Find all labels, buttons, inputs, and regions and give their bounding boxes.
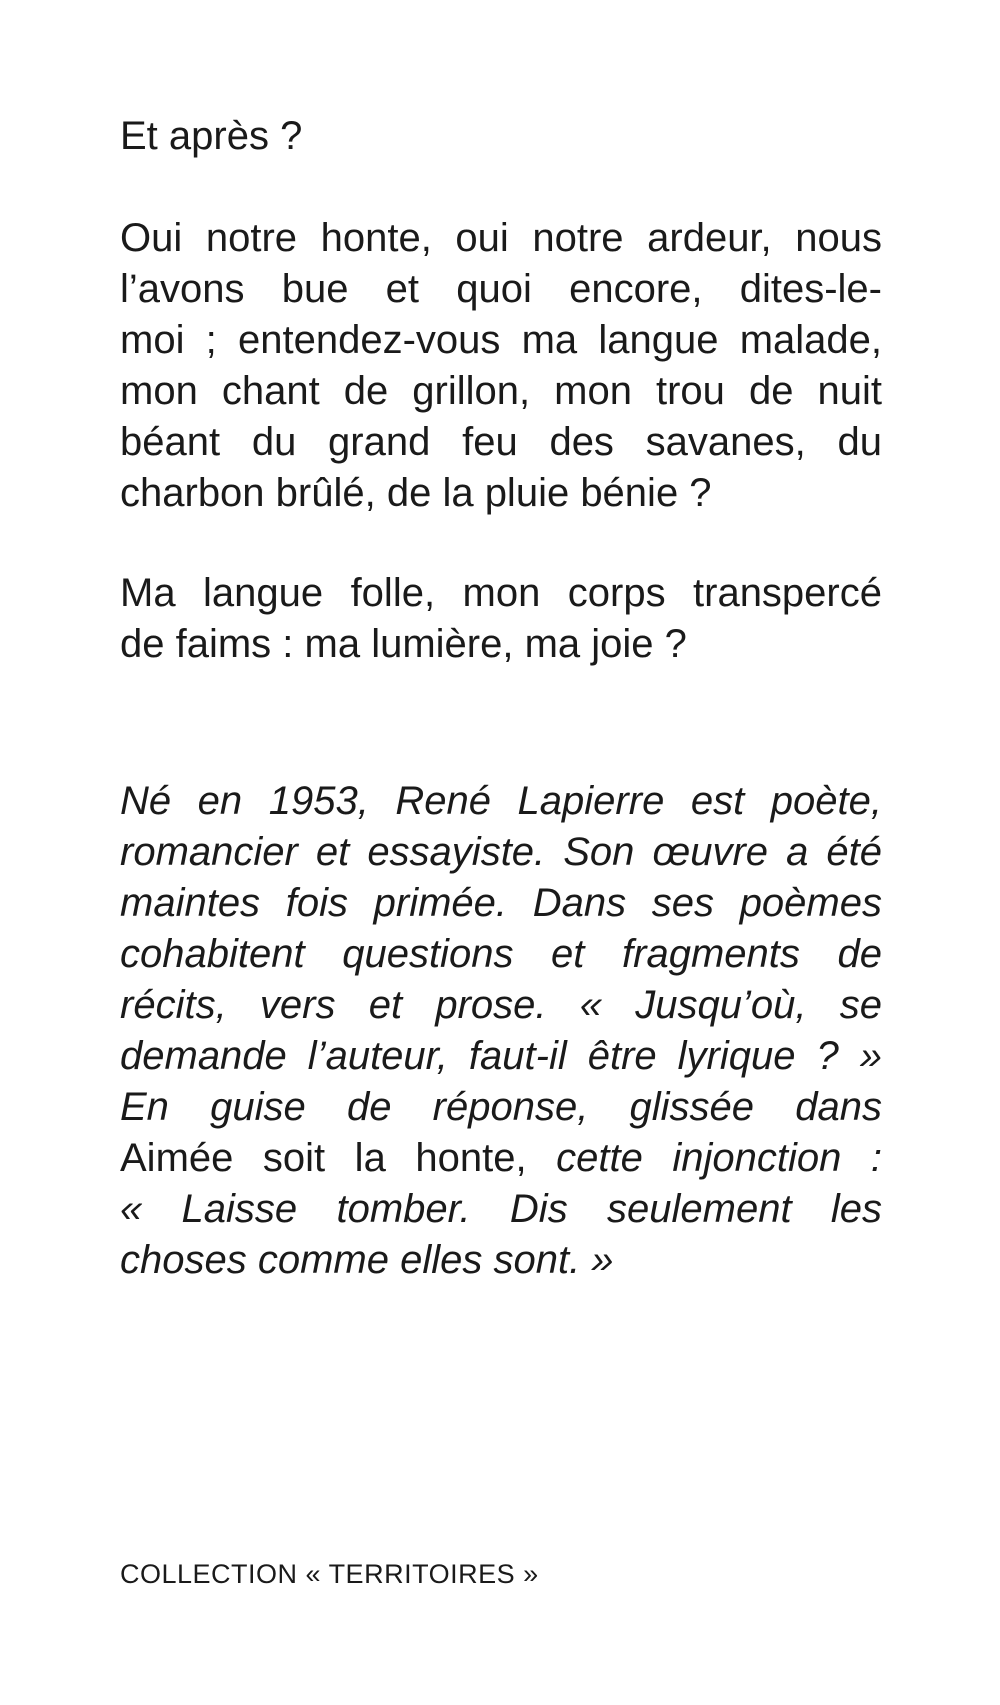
text-line: l’avons bue et quoi encore, dites-le- bbox=[120, 267, 882, 311]
text-line: mon chant de grillon, mon trou de nuit bbox=[120, 369, 882, 413]
bio-line-with-title bbox=[120, 1133, 882, 1184]
poem-paragraph-2 bbox=[120, 568, 882, 670]
bio-line: Né en 1953, René Lapierre est poète, bbox=[120, 779, 882, 823]
bio-line: demande l’auteur, faut-il être lyrique ? » bbox=[120, 1034, 882, 1078]
bio-line: En guise de réponse, glissée dans bbox=[120, 1085, 882, 1129]
bio-line-tail: cette injonction : bbox=[526, 1136, 882, 1180]
bio-line: romancier et essayiste. Son œuvre a été bbox=[120, 830, 882, 874]
bio-line: cohabitent questions et fragments de bbox=[120, 932, 882, 976]
text-line: Ma langue folle, mon corps transpercé bbox=[120, 571, 882, 615]
text-line: moi ; entendez-vous ma langue malade, bbox=[120, 318, 882, 362]
bio-line: maintes fois primée. Dans ses poèmes bbox=[120, 881, 882, 925]
text-line: Oui notre honte, oui notre ardeur, nous bbox=[120, 216, 882, 260]
bio-line: récits, vers et prose. « Jusqu’où, se bbox=[120, 983, 882, 1027]
poem-paragraph-1 bbox=[120, 213, 882, 519]
question-line bbox=[120, 111, 882, 162]
collection-label: COLLECTION « TERRITOIRES » bbox=[120, 1559, 539, 1589]
text-line: charbon brûlé, de la pluie bénie ? bbox=[120, 471, 712, 515]
bio-line: choses comme elles sont. » bbox=[120, 1238, 614, 1282]
author-bio bbox=[120, 776, 882, 1286]
bio-line: « Laisse tomber. Dis seulement les bbox=[120, 1187, 882, 1231]
text-line: béant du grand feu des savanes, du bbox=[120, 420, 882, 464]
text-line: de faims : ma lumière, ma joie ? bbox=[120, 622, 687, 666]
book-title: Aimée soit la honte, bbox=[120, 1136, 527, 1180]
text-line: Et après ? bbox=[120, 114, 303, 158]
